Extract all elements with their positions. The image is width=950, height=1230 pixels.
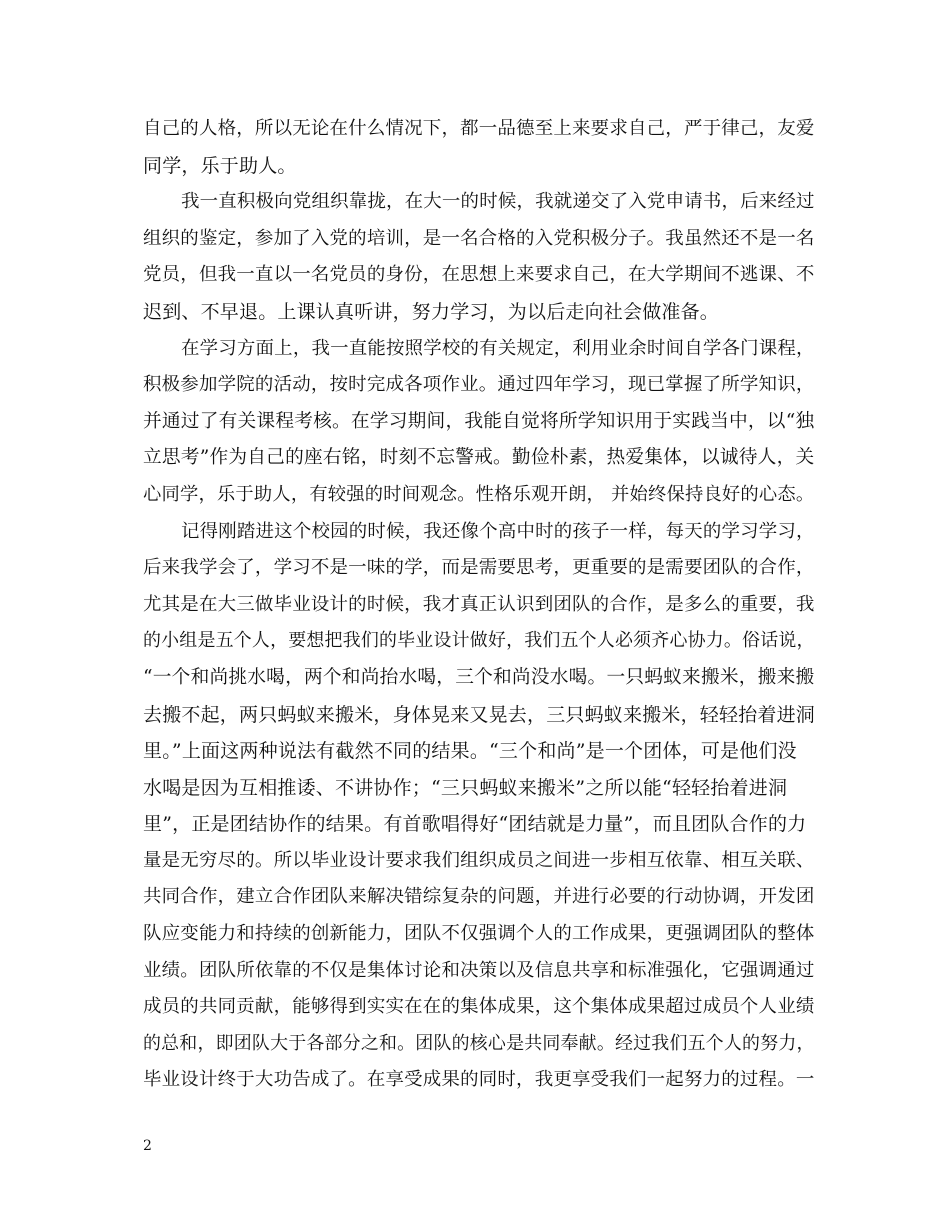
text-line: 共同合作，建立合作团队来解决错综复杂的问题，并进行必要的行动协调，开发团	[143, 886, 815, 908]
text-line: 迟到、不早退。上课认真听讲，努力学习，为以后走向社会做准备。	[143, 300, 720, 323]
paragraph-first-line: 记得刚踏进这个校园的时候，我还像个高中时的孩子一样，每天的学习学习，	[181, 520, 815, 542]
text-line: 同学，乐于助人。	[143, 154, 297, 177]
text-line: 后来我学会了，学习不是一味的学，而是需要思考，更重要的是需要团队的合作，	[143, 557, 815, 579]
text-line: 成员的共同贡献，能够得到实实在在的集体成果，这个集体成果超过成员个人业绩	[143, 996, 815, 1018]
text-line: 积极参加学院的活动，按时完成各项作业。通过四年学习，现已掌握了所学知识，	[143, 374, 815, 396]
text-line: 立思考”作为自己的座右铭，时刻不忘警戒。勤俭朴素，热爱集体，以诚待人，关	[143, 447, 815, 469]
text-line: 量是无穷尽的。所以毕业设计要求我们组织成员之间进一步相互依靠、相互关联、	[143, 849, 815, 871]
document-body	[143, 111, 818, 1099]
text-line: 心同学，乐于助人，有较强的时间观念。性格乐观开朗， 并始终保持良好的心态。	[143, 483, 815, 505]
text-line: 水喝是因为互相推诿、不讲协作；“三只蚂蚁来搬米”之所以能“轻轻抬着进洞	[143, 776, 788, 799]
text-line: 业绩。团队所依靠的不仅是集体讨论和决策以及信息共享和标准强化，它强调通过	[143, 959, 815, 981]
text-line: 党员，但我一直以一名党员的身份，在思想上来要求自己，在大学期间不逃课、不	[143, 264, 815, 286]
text-line: 里。”上面这两种说法有截然不同的结果。“三个和尚”是一个团体，可是他们没	[143, 740, 797, 763]
text-line: 组织的鉴定，参加了入党的培训，是一名合格的入党积极分子。我虽然还不是一名	[143, 227, 815, 249]
paragraph-first-line: 在学习方面上，我一直能按照学校的有关规定，利用业余时间自学各门课程，	[181, 337, 815, 359]
text-line: 的小组是五个人，要想把我们的毕业设计做好，我们五个人必须齐心协力。俗话说，	[143, 630, 815, 652]
text-line: 里”，正是团结协作的结果。有首歌唱得好“团结就是力量”，而且团队合作的力	[143, 813, 807, 836]
text-line: 自己的人格，所以无论在什么情况下，都一品德至上来要求自己，严于律己，友爱	[143, 118, 815, 139]
paragraph-first-line: 我一直积极向党组织靠拢，在大一的时候，我就递交了入党申请书，后来经过	[181, 191, 815, 213]
page-number: 2	[143, 1138, 152, 1154]
text-line: 尤其是在大三做毕业设计的时候，我才真正认识到团队的合作，是多么的重要，我	[143, 593, 815, 615]
text-line: 毕业设计终于大功告成了。在享受成果的同时，我更享受我们一起努力的过程。一	[143, 1069, 815, 1091]
text-line: “一个和尚挑水喝，两个和尚抬水喝，三个和尚没水喝。一只蚂蚁来搬米，搬来搬	[143, 666, 815, 688]
text-line: 的总和，即团队大于各部分之和。团队的核心是共同奉献。经过我们五个人的努力，	[143, 1032, 815, 1054]
text-line: 并通过了有关课程考核。在学习期间，我能自觉将所学知识用于实践当中，以“独	[143, 410, 815, 432]
text-line: 去搬不起，两只蚂蚁来搬米，身体晃来又晃去，三只蚂蚁来搬米，轻轻抬着进洞	[143, 703, 816, 726]
text-line: 队应变能力和持续的创新能力，团队不仅强调个人的工作成果，更强调团队的整体	[143, 923, 815, 945]
